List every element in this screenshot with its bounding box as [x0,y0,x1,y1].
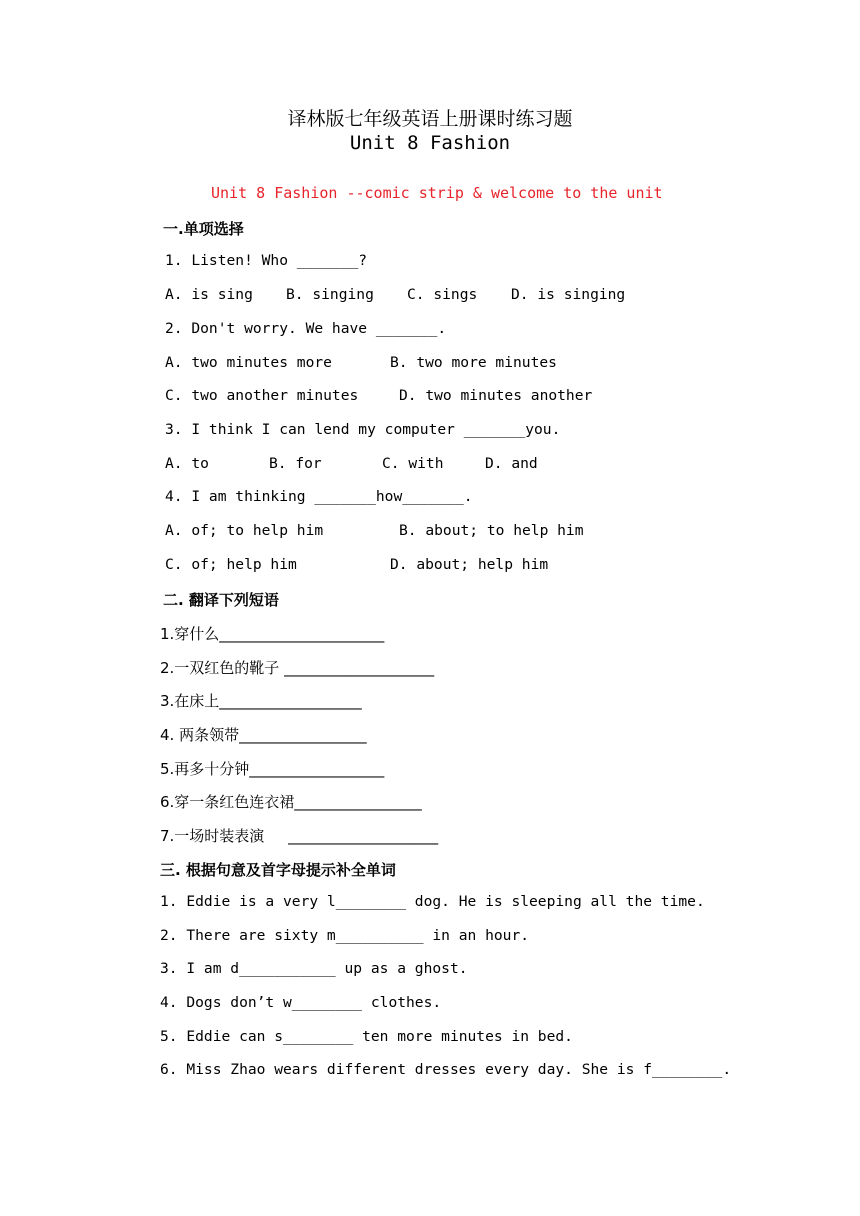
option-d: D. two minutes another [399,387,593,404]
option-a: A. of; to help him [165,522,324,539]
option-c: C. of; help him [165,556,297,573]
translation-item: 5.再多十分钟__________________ [160,760,385,778]
option-d: D. is singing [511,286,626,303]
fill-in-item: 5. Eddie can s________ ten more minutes in bed. [160,1028,573,1045]
question-stem: 2. Don't worry. We have _______. [165,320,447,337]
option-b: B. for [269,455,322,472]
unit-title: Unit 8 Fashion [349,132,511,154]
worksheet-title: 译林版七年级英语上册课时练习题 [287,108,573,130]
section-heading-multiple-choice: 一.单项选择 [163,220,244,238]
section-heading-translation: 二. 翻译下列短语 [163,591,279,609]
translation-item: 1.穿什么______________________ [160,625,385,643]
translation-item: 4. 两条领带_________________ [160,726,367,744]
option-a: A. is sing [165,286,253,303]
question-stem: 4. I am thinking _______how_______. [165,488,473,505]
fill-in-item: 6. Miss Zhao wears different dresses every day. She is f________. [160,1061,732,1078]
lesson-subtitle: Unit 8 Fashion --comic strip & welcome to the unit [211,184,663,202]
option-b: B. two more minutes [390,354,557,371]
translation-item: 7.一场时装表演 ____________________ [160,827,439,845]
fill-in-item: 2. There are sixty m__________ in an hour. [160,927,530,944]
fill-in-item: 1. Eddie is a very l________ dog. He is sleeping all the time. [160,893,705,910]
section-heading-fill-in: 三. 根据句意及首字母提示补全单词 [160,861,396,879]
translation-item: 3.在床上___________________ [160,692,362,710]
option-a: A. two minutes more [165,354,332,371]
option-c: C. sings [407,286,478,303]
question-stem: 1. Listen! Who _______? [165,252,368,269]
translation-item: 6.穿一条红色连衣裙_________________ [160,793,422,811]
option-b: B. about; to help him [399,522,584,539]
option-b: B. singing [286,286,374,303]
option-d: D. and [485,455,538,472]
fill-in-item: 3. I am d___________ up as a ghost. [160,960,468,977]
option-c: C. two another minutes [165,387,359,404]
question-stem: 3. I think I can lend my computer _______you. [165,421,561,438]
fill-in-item: 4. Dogs don’t w________ clothes. [160,994,442,1011]
option-d: D. about; help him [390,556,549,573]
option-c: C. with [382,455,444,472]
option-a: A. to [165,455,209,472]
translation-item: 2.一双红色的靴子 ____________________ [160,659,435,677]
